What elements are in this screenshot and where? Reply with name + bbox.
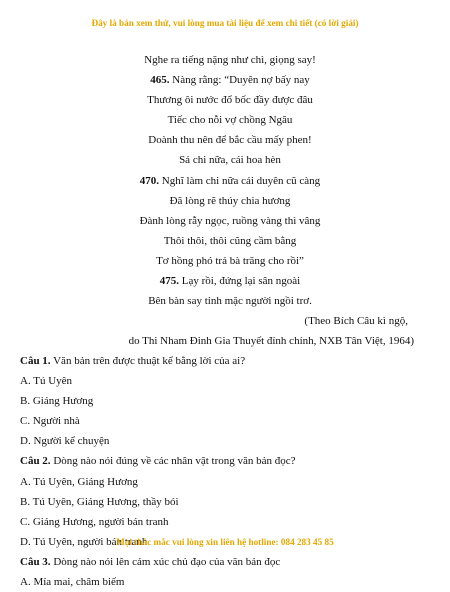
question-label: Câu 2. <box>20 455 51 468</box>
preview-banner: Đây là bản xem thử, vui lòng mua tài liệu để xem chi tiết (có lời giải) <box>91 18 359 28</box>
poem-line <box>0 130 450 150</box>
answer-option: C. Người nhà <box>20 415 80 428</box>
poem-line <box>0 271 450 291</box>
line-text: Đành lòng rẫy ngọc, ruồng vàng thì vâng <box>139 214 321 227</box>
answer-option: A. Tú Uyên <box>20 375 73 388</box>
answer-option: B. Tú Uyên, Giáng Hương, thầy bói <box>20 495 179 508</box>
poem-line <box>0 231 450 251</box>
line-text: Đã lòng rẽ thúy chia hương <box>169 194 291 207</box>
poem-line <box>0 211 450 231</box>
line-text: Nghe ra tiếng nặng như chì, giọng say! <box>144 54 316 66</box>
question-label: Câu 3. <box>20 555 51 568</box>
answer-option: D. Người kể chuyện <box>20 435 110 448</box>
line-number: 475. <box>159 275 180 288</box>
line-text: Tiếc cho nỗi vợ chồng Ngâu <box>167 114 293 127</box>
line-text: Thôi thôi, thôi cũng cầm bằng <box>163 234 297 247</box>
answer-option: A. Tú Uyên, Giáng Hương <box>20 475 138 488</box>
question-label: Câu 1. <box>20 355 51 367</box>
hotline-banner: Mọi thắc mắc vui lòng xin liên hệ hotline: 084 283 45 85 <box>116 537 334 547</box>
line-text: Sá chi nữa, cái hoa hèn <box>179 154 281 167</box>
question-section <box>20 351 440 592</box>
poem-line <box>0 251 450 271</box>
poem-line <box>0 150 450 170</box>
question-2 <box>20 451 440 471</box>
line-text: Doành thu nên để bắc cầu mấy phen! <box>148 134 312 147</box>
line-text: Bên bàn say tỉnh mặc người ngồi trơ. <box>148 295 312 308</box>
poem-line <box>0 110 450 130</box>
line-number: 470. <box>139 174 160 187</box>
answer-option: B. Giáng Hương <box>20 395 94 408</box>
source-publisher: do Thi Nham Đinh Gia Thuyết đính chính, NXB Tân Việt, 1964) <box>128 335 414 347</box>
line-number: 465. <box>150 74 170 87</box>
poem-line <box>0 291 450 311</box>
poem-excerpt <box>0 50 450 311</box>
line-text: Nghĩ làm chi nữa cái duyên cũ càng <box>159 174 321 187</box>
line-text: Nàng rằng: “Duyên nợ bấy nay <box>169 74 310 87</box>
answer-option: D. Tú Uyên, người bán tranh <box>20 535 148 548</box>
poem-line <box>0 50 450 70</box>
question-text: Dòng nào nói đúng về các nhân vật trong văn bản đọc? <box>50 455 296 468</box>
line-text: Lạy rồi, đứng lại sân ngoài <box>179 275 301 288</box>
question-text: Văn bản trên được thuật kể bằng lời của ai? <box>50 355 246 367</box>
question-text: Dòng nào nói lên cảm xúc chủ đạo của văn bản đọc <box>50 555 281 568</box>
answer-option: A. Mỉa mai, châm biếm <box>20 576 125 589</box>
poem-line <box>0 171 450 191</box>
poem-line <box>0 70 450 90</box>
question-1 <box>20 351 440 371</box>
line-text: Tơ hồng phó trả bà trăng cho rồi” <box>156 254 304 267</box>
poem-line <box>0 191 450 211</box>
line-text: Thương ôi nước đổ bốc đầy được đâu <box>147 94 313 107</box>
source-citation: (Theo Bích Câu kì ngộ, <box>304 315 408 327</box>
answer-option: C. Giáng Hương, người bán tranh <box>20 515 169 528</box>
poem-line <box>0 90 450 110</box>
question-3 <box>20 552 440 572</box>
